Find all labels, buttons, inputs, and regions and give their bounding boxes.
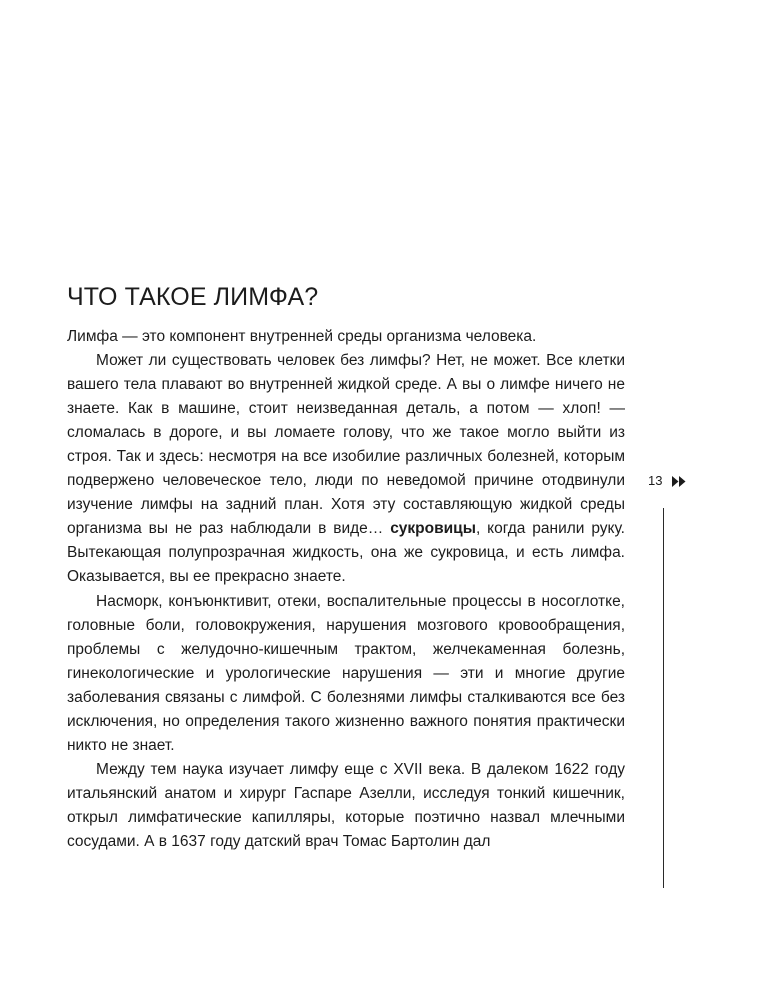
paragraph-diseases: Насморк, конъюнктивит, отеки, воспалительные процессы в носоглотке, головные боли, головокружения, нарушения мозгового кровообращения, проблемы с желудочно-кишечным трактом, желчекаменная болезнь, гинекологические и урологические нарушения — эти и многие другие заболевания связаны с лимфой. С болезнями лимфы сталкиваются все без исключения, но определения такого жизненно важного понятия практически никто не знает. [67,592,625,754]
paragraph-history: Между тем наука изучает лимфу еще с XVII века. В далеком 1622 году итальянский анатом и хирург Гаспаре Азелли, исследуя тонкий кишечник, открыл лимфатические капилляры, которые поэтично назвал млечными сосудами. А в 1637 году датский врач Томас Бартолин дал [67,760,625,850]
margin-rule [663,508,664,888]
page-number: 13 [648,473,663,488]
chapter-heading: ЧТО ТАКОЕ ЛИМФА? [67,283,319,311]
paragraph-lymph-question-text: Может ли существовать человек без лимфы? Нет, не может. Все клетки вашего тела плавают во внутренней жидкой среде. А вы о лимфе ничего не знаете. Как в машине, стоит неизведанная деталь, а потом — хлоп! — сломалась в дороге, и вы ломаете голову, что же такое могло выйти из строя. Так и здесь: несмотря на все изобилие различных болезней, которым подвержено человеческое тело, люди по неведомой причине отодвинули изучение лимфы на задний план. Хотя эту составляющую жидкой среды организма вы не раз наблюдали в виде… [67,352,625,538]
body-text [67,325,625,854]
paragraph-lymph-question-continuation: , когда ранили руку. Вытекающая полупрозрачная жидкость, она же сукровица, и есть лимфа. Оказывается, вы ее прекрасно знаете. [67,520,625,586]
paragraph-intro: Лимфа — это компонент внутренней среды организма человека. [67,328,537,345]
page-marker [648,473,686,489]
double-chevron-right-icon [672,476,686,487]
paragraph-lymph-question [67,349,625,589]
bold-term-sukrovitsa: сукровицы [390,520,476,538]
